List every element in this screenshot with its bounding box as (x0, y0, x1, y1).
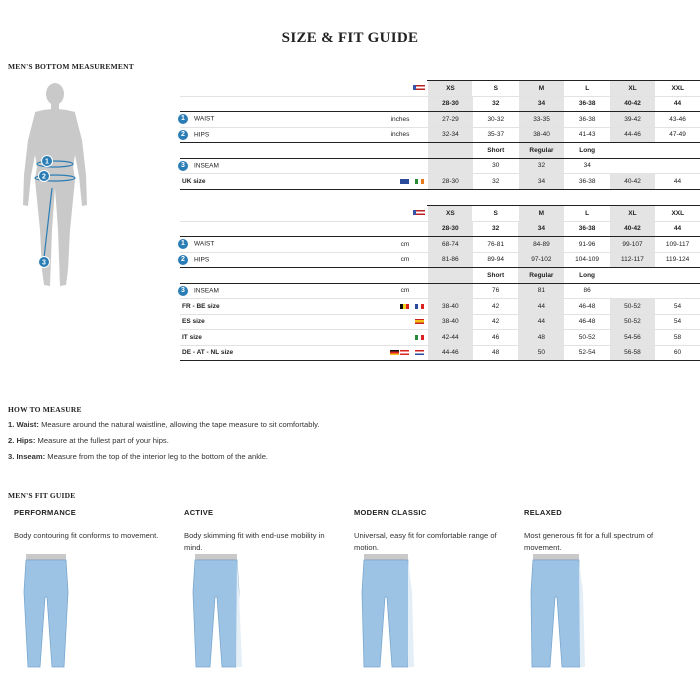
table-cell: 32-34 (428, 127, 473, 143)
length-header: Short (473, 268, 519, 284)
section-heading-bottom: MEN'S BOTTOM MEASUREMENT (8, 62, 134, 71)
table-cell: 38-40 (519, 127, 565, 143)
table-cell: 34 (519, 174, 565, 190)
table-cell: 112-117 (610, 252, 655, 268)
marker-hips (39, 171, 50, 182)
inseam-number-icon: 3 (178, 286, 188, 296)
table-cell: 36-38 (564, 112, 609, 128)
table-cell: 89-94 (473, 252, 519, 268)
table-row-hips (180, 127, 700, 143)
table-cell: 44 (518, 314, 564, 330)
table-row-hips (180, 252, 700, 268)
table-cell: 30 (473, 158, 519, 174)
length-header: Short (473, 143, 519, 159)
size-range: 28-30 (428, 221, 473, 237)
table-cell: 48 (518, 330, 564, 346)
waist-number-icon: 1 (178, 239, 188, 249)
table-cell: 34 (564, 158, 609, 174)
table-cell: 50-52 (610, 299, 655, 315)
table-row-es (180, 314, 700, 330)
table-cell: 91-96 (564, 237, 609, 253)
instruction-waist: 1. Waist: Measure around the natural waistline, allowing the tape measure to sit comfortably. (8, 420, 320, 429)
row-label: HIPS (194, 256, 210, 264)
table-row-inseam (180, 283, 700, 299)
table-cell: 39-42 (610, 112, 655, 128)
size-header: L (564, 206, 609, 222)
it-flag-icon (415, 335, 424, 340)
table-row-de (180, 345, 700, 361)
table-cell: 76 (473, 283, 519, 299)
marker-inseam (39, 257, 50, 268)
waist-number-icon: 1 (178, 114, 188, 124)
pants-active-illustration (186, 552, 246, 672)
table-cell: 32 (473, 174, 519, 190)
size-header: L (564, 81, 609, 97)
svg-text:1: 1 (45, 158, 49, 166)
table-cell: 99-107 (610, 237, 655, 253)
de-flag-icon (390, 350, 399, 355)
table-cell: 52-54 (564, 345, 609, 361)
size-range: 32 (473, 221, 519, 237)
table-cell: 86 (564, 283, 609, 299)
ie-flag-icon (415, 179, 424, 184)
table-cell: 42 (473, 314, 519, 330)
size-header: XS (428, 81, 473, 97)
length-header: Regular (519, 143, 565, 159)
table-cell: 36-38 (564, 174, 609, 190)
table-cell: 48 (473, 345, 519, 361)
nl-flag-icon (415, 350, 424, 355)
row-label: DE - AT - NL size (180, 345, 374, 361)
row-label: INSEAM (194, 287, 219, 295)
row-label: IT size (180, 330, 374, 346)
page-title: SIZE & FIT GUIDE (281, 30, 419, 46)
size-header: S (473, 206, 519, 222)
size-header: XXL (655, 206, 700, 222)
table-cell: 30-32 (473, 112, 519, 128)
us-flag-icon (413, 85, 425, 90)
fit-desc-modern-classic: Universal, easy fit for comfortable range of motion. (354, 531, 497, 552)
be-flag-icon (400, 304, 409, 309)
table-cell: 46-48 (564, 314, 609, 330)
table-cell: 60 (655, 345, 700, 361)
size-header: XXL (655, 81, 700, 97)
size-range: 34 (519, 96, 565, 112)
size-range: 32 (473, 96, 519, 112)
us-flag-icon (413, 210, 425, 215)
size-header: M (519, 81, 565, 97)
table-cell: 41-43 (564, 127, 609, 143)
table-cell: 38-40 (428, 299, 473, 315)
length-header: Regular (518, 268, 564, 284)
fit-name-active: ACTIVE (184, 508, 214, 517)
table-cell: 81 (518, 283, 564, 299)
table-cell: 46-48 (564, 299, 609, 315)
row-label: WAIST (194, 115, 215, 123)
table-cell: 44 (518, 299, 564, 315)
size-table-inches (180, 80, 700, 190)
row-label: WAIST (194, 240, 215, 248)
fit-guide-heading: MEN'S FIT GUIDE (8, 491, 76, 500)
table-cell: 54-56 (610, 330, 655, 346)
size-range: 36-38 (564, 96, 609, 112)
table-row-waist (180, 237, 700, 253)
pants-modern-classic-illustration (356, 552, 416, 672)
uk-flag-icon (400, 179, 409, 184)
table-cell: 33-35 (519, 112, 565, 128)
size-range: 34 (518, 221, 564, 237)
row-label: FR - BE size (180, 299, 374, 315)
size-header: S (473, 81, 519, 97)
size-header: XS (428, 206, 473, 222)
at-flag-icon (400, 350, 409, 355)
row-label: UK size (180, 174, 374, 190)
instruction-inseam: 3. Inseam: Measure from the top of the interior leg to the bottom of the ankle. (8, 452, 269, 461)
table-cell: 104-109 (564, 252, 609, 268)
table-row-inseam (180, 158, 700, 174)
table-cell: 56-58 (610, 345, 655, 361)
fit-name-modern-classic: MODERN CLASSIC (354, 508, 427, 517)
table-cell: 54 (655, 299, 700, 315)
table-cell: 109-117 (655, 237, 700, 253)
pants-relaxed-illustration (526, 552, 586, 672)
table-cell: 119-124 (655, 252, 700, 268)
table-cell: 46 (473, 330, 519, 346)
table-cell: 28-30 (428, 174, 473, 190)
unit-label: inches (374, 127, 411, 143)
size-range: 44 (655, 96, 700, 112)
table-cell: 50-52 (610, 314, 655, 330)
table-cell: 84-89 (518, 237, 564, 253)
svg-text:3: 3 (42, 259, 46, 267)
unit-label: cm (374, 283, 411, 299)
fr-flag-icon (415, 304, 424, 309)
fit-desc-performance: Body contouring fit conforms to movement. (14, 531, 159, 540)
fit-desc-active: Body skimming fit with end-use mobility in mind. (184, 531, 325, 552)
table-cell: 81-86 (428, 252, 473, 268)
fit-name-performance: PERFORMANCE (14, 508, 77, 517)
table-cell: 44 (655, 174, 700, 190)
size-range: 28-30 (428, 96, 473, 112)
table-cell: 58 (655, 330, 700, 346)
table-cell: 97-102 (518, 252, 564, 268)
table-cell: 42 (473, 299, 519, 315)
size-header: XL (610, 81, 655, 97)
size-range: 40-42 (610, 221, 655, 237)
table-cell: 47-49 (655, 127, 700, 143)
size-header: XL (610, 206, 655, 222)
how-to-measure-heading: HOW TO MEASURE (8, 405, 82, 414)
size-range: 40-42 (610, 96, 655, 112)
table-row-uk (180, 174, 700, 190)
unit-label: cm (374, 237, 411, 253)
table-cell: 32 (519, 158, 565, 174)
table-cell: 42-44 (428, 330, 473, 346)
pants-performance-illustration (16, 552, 76, 672)
table-cell: 27-29 (428, 112, 473, 128)
row-label: HIPS (194, 131, 210, 139)
size-range: 44 (655, 221, 700, 237)
table-cell: 76-81 (473, 237, 519, 253)
table-cell: 44-46 (610, 127, 655, 143)
fit-desc-relaxed: Most generous fit for a full spectrum of movement. (524, 531, 654, 552)
unit-label: inches (374, 112, 411, 128)
fit-name-relaxed: RELAXED (524, 508, 562, 517)
inseam-number-icon: 3 (178, 161, 188, 171)
hips-number-icon: 2 (178, 130, 188, 140)
table-cell: 68-74 (428, 237, 473, 253)
body-figure-illustration (18, 80, 88, 295)
row-label: INSEAM (194, 162, 219, 170)
table-cell: 50-52 (564, 330, 609, 346)
row-label: ES size (180, 314, 374, 330)
table-cell: 35-37 (473, 127, 519, 143)
table-cell: 44-46 (428, 345, 473, 361)
table-row-fr (180, 299, 700, 315)
table-cell: 40-42 (610, 174, 655, 190)
size-header: M (518, 206, 564, 222)
length-header: Long (564, 143, 609, 159)
size-table-cm (180, 205, 700, 361)
length-header: Long (564, 268, 609, 284)
table-cell: 54 (655, 314, 700, 330)
table-row-it (180, 330, 700, 346)
table-cell: 43-46 (655, 112, 700, 128)
table-cell: 50 (518, 345, 564, 361)
instruction-hips: 2. Hips: Measure at the fullest part of your hips. (8, 436, 169, 445)
hips-number-icon: 2 (178, 255, 188, 265)
svg-text:2: 2 (42, 173, 46, 181)
table-cell: 38-40 (428, 314, 473, 330)
marker-waist (42, 156, 53, 167)
unit-label: cm (374, 252, 411, 268)
table-row-waist (180, 112, 700, 128)
es-flag-icon (415, 319, 424, 324)
size-range: 36-38 (564, 221, 609, 237)
